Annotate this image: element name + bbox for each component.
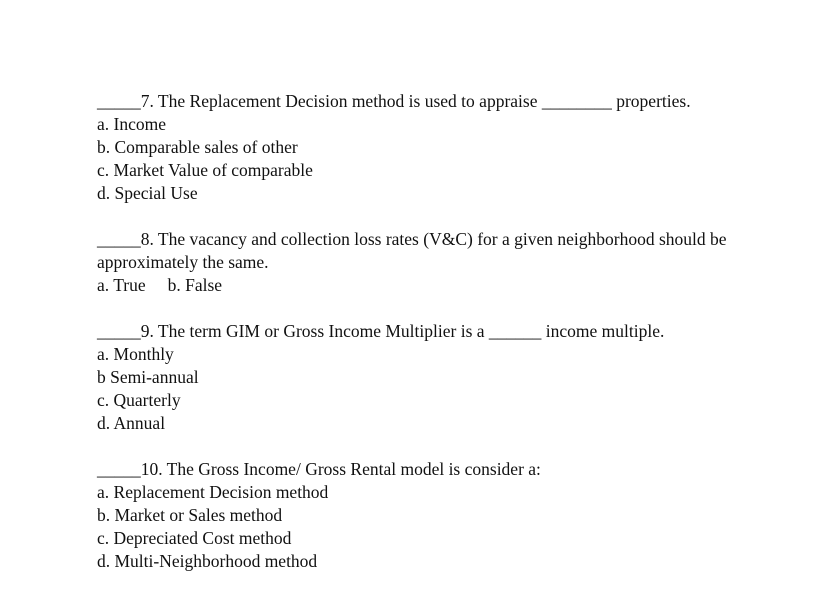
question-9-option-d: d. Annual [97,413,166,433]
question-7-option-d: d. Special Use [97,183,198,203]
question-9 [97,320,821,435]
question-10-option-d: d. Multi-Neighborhood method [97,551,318,571]
spacer [97,435,821,458]
question-7-option-c: c. Market Value of comparable [97,160,313,180]
question-8-option-b: b. False [167,275,223,295]
spacer [97,297,821,320]
question-7-stem: _____7. The Replacement Decision method is used to appraise ________ properties. [97,91,691,111]
question-8-option-a: a. True [97,275,146,295]
question-7 [97,90,821,205]
question-9-option-b: b Semi-annual [97,367,199,387]
question-10 [97,458,821,573]
question-8-options [97,274,821,297]
question-7-option-b: b. Comparable sales of other [97,137,298,157]
question-9-stem: _____9. The term GIM or Gross Income Multiplier is a ______ income multiple. [97,321,665,341]
question-7-option-a: a. Income [97,114,166,134]
spacer [97,205,821,228]
question-9-option-c: c. Quarterly [97,390,181,410]
question-8-stem: _____8. The vacancy and collection loss rates (V&C) for a given neighborhood should be approximately the same. [97,229,727,272]
question-10-option-a: a. Replacement Decision method [97,482,329,502]
quiz-page [97,90,821,573]
question-10-option-b: b. Market or Sales method [97,505,283,525]
question-10-stem: _____10. The Gross Income/ Gross Rental model is consider a: [97,459,541,479]
question-8 [97,228,821,297]
question-9-option-a: a. Monthly [97,344,174,364]
question-10-option-c: c. Depreciated Cost method [97,528,292,548]
